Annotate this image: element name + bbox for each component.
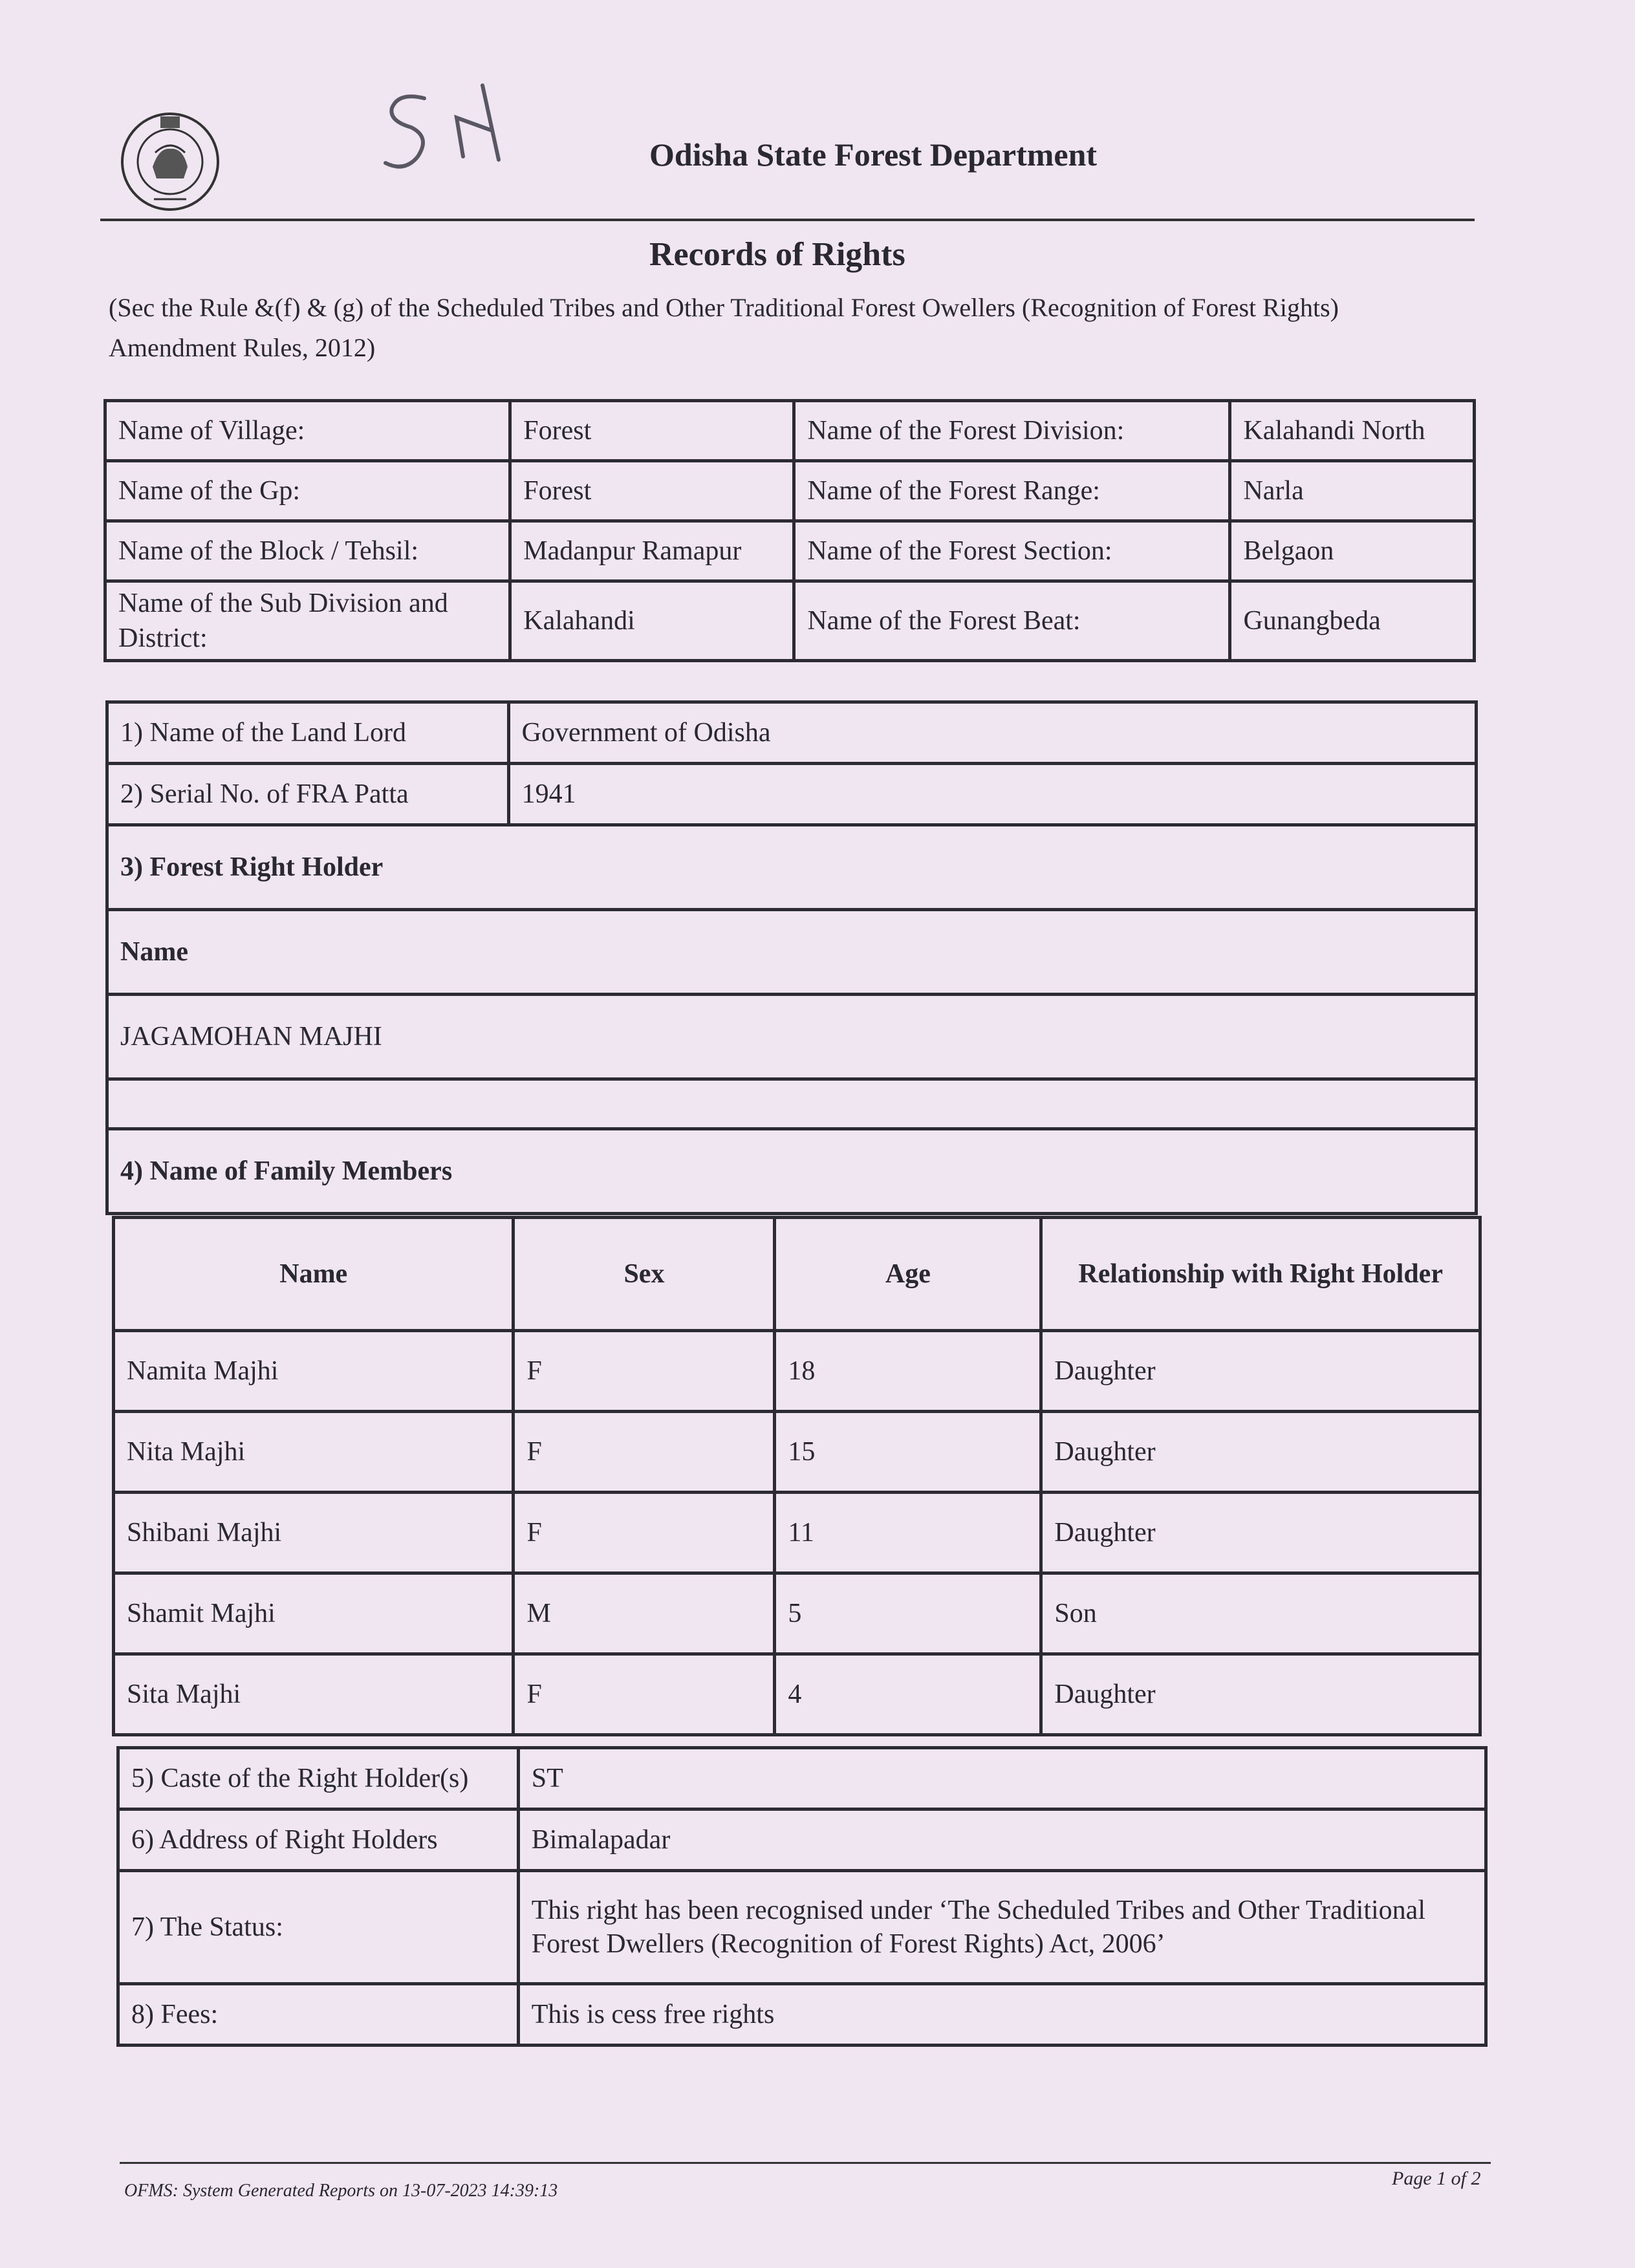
- holder-name-label-row: [107, 910, 1477, 995]
- family-table: [112, 1216, 1482, 1736]
- record-table: [105, 700, 1478, 1215]
- member-sex: F: [514, 1493, 775, 1573]
- serial-label: 2) Serial No. of FRA Patta: [107, 764, 509, 825]
- family-heading: 4) Name of Family Members: [107, 1129, 1477, 1214]
- holder-heading: 3) Forest Right Holder: [107, 825, 1477, 910]
- status-line-2: Forest Dwellers (Recognition of Forest Rights) Act, 2006’: [531, 1929, 1165, 1959]
- location-value: Narla: [1230, 461, 1475, 521]
- status-label: 7) The Status:: [118, 1871, 519, 1984]
- member-name: Sita Majhi: [114, 1654, 514, 1735]
- member-relation: Daughter: [1041, 1493, 1480, 1573]
- footer-divider: [120, 2162, 1491, 2164]
- member-age: 5: [775, 1573, 1041, 1654]
- location-row: [105, 461, 1475, 521]
- location-table: [103, 399, 1476, 662]
- blank-row: [107, 1079, 1477, 1129]
- location-value: Belgaon: [1230, 521, 1475, 581]
- blank-cell: [107, 1079, 1477, 1129]
- caste-value: ST: [518, 1748, 1486, 1809]
- member-sex: F: [514, 1331, 775, 1412]
- status-value: [518, 1871, 1486, 1984]
- document-subtitle: (Sec the Rule &(f) & (g) of the Scheduled Tribes and Other Traditional Forest Owellers (Recognition of Forest Rights) Amendment Rules, 2012): [109, 293, 1339, 362]
- member-relation: Daughter: [1041, 1654, 1480, 1735]
- caste-row: [118, 1748, 1486, 1809]
- location-row: [105, 521, 1475, 581]
- member-age: 15: [775, 1412, 1041, 1493]
- department-title: Odisha State Forest Department: [649, 136, 1098, 173]
- member-sex: M: [514, 1573, 775, 1654]
- table-row: [114, 1331, 1480, 1412]
- document-title: Records of Rights: [649, 236, 905, 273]
- status-line-1: This right has been recognised under ‘The Scheduled Tribes and Other Traditional: [531, 1895, 1425, 1925]
- table-row: [114, 1573, 1480, 1654]
- location-row: [105, 581, 1475, 661]
- odisha-emblem-icon: [115, 102, 225, 222]
- location-value: Forest: [510, 401, 794, 461]
- location-label: Name of the Gp:: [105, 461, 510, 521]
- address-label: 6) Address of Right Holders: [118, 1809, 519, 1871]
- member-name: Nita Majhi: [114, 1412, 514, 1493]
- table-row: [114, 1412, 1480, 1493]
- holder-name-row: [107, 995, 1477, 1079]
- member-name: Shibani Majhi: [114, 1493, 514, 1573]
- location-value: Madanpur Ramapur: [510, 521, 794, 581]
- location-label: Name of Village:: [105, 401, 510, 461]
- status-row: [118, 1871, 1486, 1984]
- location-value: Gunangbeda: [1230, 581, 1475, 661]
- member-age: 4: [775, 1654, 1041, 1735]
- address-row: [118, 1809, 1486, 1871]
- location-label: Name of the Forest Section:: [794, 521, 1230, 581]
- member-relation: Daughter: [1041, 1412, 1480, 1493]
- misc-table: [116, 1746, 1488, 2047]
- location-value: Kalahandi North: [1230, 401, 1475, 461]
- address-value: Bimalapadar: [518, 1809, 1486, 1871]
- caste-label: 5) Caste of the Right Holder(s): [118, 1748, 519, 1809]
- member-name: Namita Majhi: [114, 1331, 514, 1412]
- member-name: Shamit Majhi: [114, 1573, 514, 1654]
- header-divider: [100, 219, 1475, 221]
- member-relation: Son: [1041, 1573, 1480, 1654]
- member-relation: Daughter: [1041, 1331, 1480, 1412]
- serial-row: [107, 764, 1477, 825]
- location-label: Name of the Block / Tehsil:: [105, 521, 510, 581]
- holder-name: JAGAMOHAN MAJHI: [107, 995, 1477, 1079]
- location-row: [105, 401, 1475, 461]
- family-heading-row: [107, 1129, 1477, 1214]
- member-sex: F: [514, 1654, 775, 1735]
- location-label: Name of the Forest Division:: [794, 401, 1230, 461]
- location-label: Name of the Forest Range:: [794, 461, 1230, 521]
- table-row: [114, 1654, 1480, 1735]
- header-age: Age: [775, 1218, 1041, 1331]
- header-name: Name: [114, 1218, 514, 1331]
- fees-row: [118, 1984, 1486, 2046]
- family-header-row: [114, 1218, 1480, 1331]
- handwritten-note: [379, 72, 528, 186]
- page-number: Page 1 of 2: [1392, 2168, 1481, 2189]
- footer-system-text: OFMS: System Generated Reports on 13-07-2023 14:39:13: [124, 2181, 558, 2201]
- fees-label: 8) Fees:: [118, 1984, 519, 2046]
- location-label: Name of the Forest Beat:: [794, 581, 1230, 661]
- member-age: 11: [775, 1493, 1041, 1573]
- serial-value: 1941: [508, 764, 1476, 825]
- header-sex: Sex: [514, 1218, 775, 1331]
- holder-name-label: Name: [107, 910, 1477, 995]
- land-lord-value: Government of Odisha: [508, 702, 1476, 764]
- header-relationship: Relationship with Right Holder: [1041, 1218, 1480, 1331]
- member-age: 18: [775, 1331, 1041, 1412]
- location-label: Name of the Sub Division and District:: [105, 581, 510, 661]
- location-value: Kalahandi: [510, 581, 794, 661]
- member-sex: F: [514, 1412, 775, 1493]
- land-lord-label: 1) Name of the Land Lord: [107, 702, 509, 764]
- location-value: Forest: [510, 461, 794, 521]
- fees-value: This is cess free rights: [518, 1984, 1486, 2046]
- table-row: [114, 1493, 1480, 1573]
- holder-heading-row: [107, 825, 1477, 910]
- land-lord-row: [107, 702, 1477, 764]
